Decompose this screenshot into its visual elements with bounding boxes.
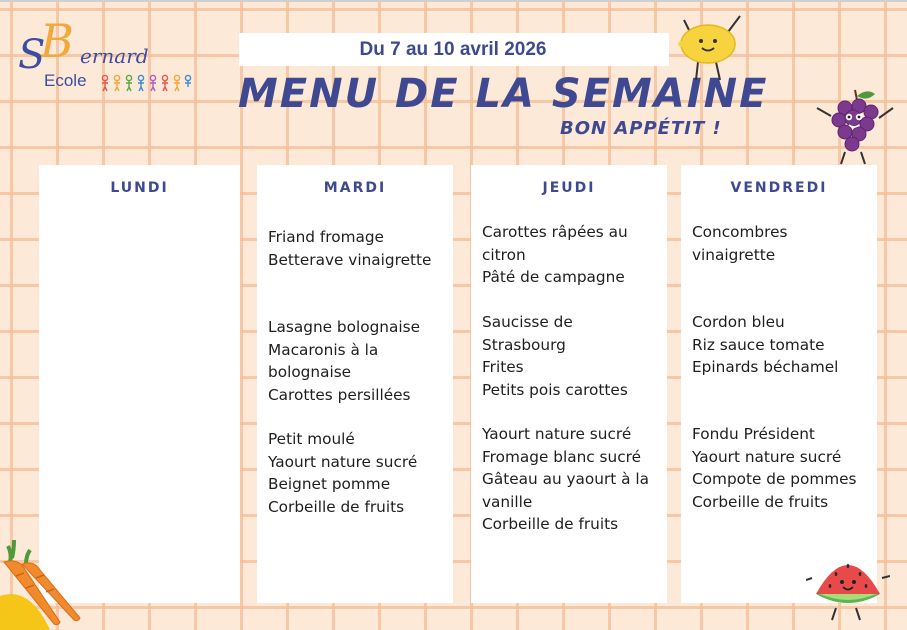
dessert-block [482, 423, 659, 536]
day-column-vendredi [681, 165, 877, 603]
dessert-block [692, 423, 869, 513]
menu-item: Carottes râpées au [482, 223, 628, 241]
menu-item: Macaronis à la [268, 340, 379, 359]
menu-item: Fromage blanc sucré [482, 447, 641, 466]
menu-item: Carottes persillées [268, 385, 411, 404]
carrots-icon [0, 536, 92, 630]
page-subtitle: BON APPÉTIT ! [560, 118, 722, 139]
menu-item: Epinards béchamel [692, 358, 839, 376]
children-icon [100, 74, 192, 92]
menu-item: citron [482, 245, 526, 264]
menu-item: vinaigrette [692, 245, 776, 264]
menu-item: Compote de pommes [692, 470, 857, 488]
date-banner [239, 33, 669, 66]
logo-name: ernard [80, 44, 149, 68]
menu-item: Petit moulé [268, 430, 355, 448]
starter-block [692, 221, 869, 266]
menu-item: Yaourt nature sucré [692, 447, 842, 466]
menu-item: Corbeille de fruits [692, 492, 829, 511]
main-block [692, 311, 869, 379]
menu-item: Riz sauce tomate [692, 335, 825, 354]
logo-school: Ecole [44, 71, 87, 90]
logo-initial-s: S [18, 32, 46, 78]
day-heading: JEUDI [542, 180, 596, 196]
menu-item: Yaourt nature sucré [268, 452, 418, 471]
starter-block [268, 226, 445, 271]
menu-item: Cordon bleu [692, 313, 785, 331]
day-column-mardi [257, 165, 453, 603]
day-heading: MARDI [323, 180, 387, 196]
main-block [482, 311, 659, 401]
menu-item: Frites [482, 358, 524, 376]
menu-item: Beignet pomme [268, 475, 391, 493]
grapes-icon [815, 86, 895, 166]
menu-item: Fondu Président [692, 425, 815, 443]
menu-item: Yaourt nature sucré [482, 425, 632, 443]
menu-item: Petits pois carottes [482, 380, 628, 399]
main-block [268, 316, 445, 406]
lemon-icon [668, 10, 748, 82]
menu-item: Pâté de campagne [482, 268, 625, 286]
menu-item: Gâteau au yaourt à la [482, 470, 649, 488]
date-range: Du 7 au 10 avril 2026 [359, 39, 547, 60]
menu-item: Corbeille de fruits [482, 515, 619, 533]
menu-item: Concombres [692, 223, 788, 241]
menu-item: bolognaise [268, 363, 352, 381]
starter-block [482, 221, 659, 289]
dessert-block [268, 428, 445, 518]
menu-item: Lasagne bolognaise [268, 318, 421, 336]
page-title: MENU DE LA SEMAINE [238, 71, 769, 117]
menu-item: Corbeille de fruits [268, 497, 405, 516]
day-heading: LUNDI [110, 180, 169, 196]
watermelon-icon [806, 556, 890, 622]
logo-initial-b: B [40, 14, 74, 68]
day-heading: VENDREDI [730, 180, 828, 196]
top-border [0, 0, 907, 2]
school-logo [14, 14, 194, 96]
menu-item: Betterave vinaigrette [268, 250, 432, 269]
menu-item: Friand fromage [268, 228, 384, 246]
day-column-jeudi [471, 165, 667, 603]
menu-item: Saucisse de Strasbourg [482, 313, 573, 354]
menu-item: vanille [482, 492, 533, 511]
